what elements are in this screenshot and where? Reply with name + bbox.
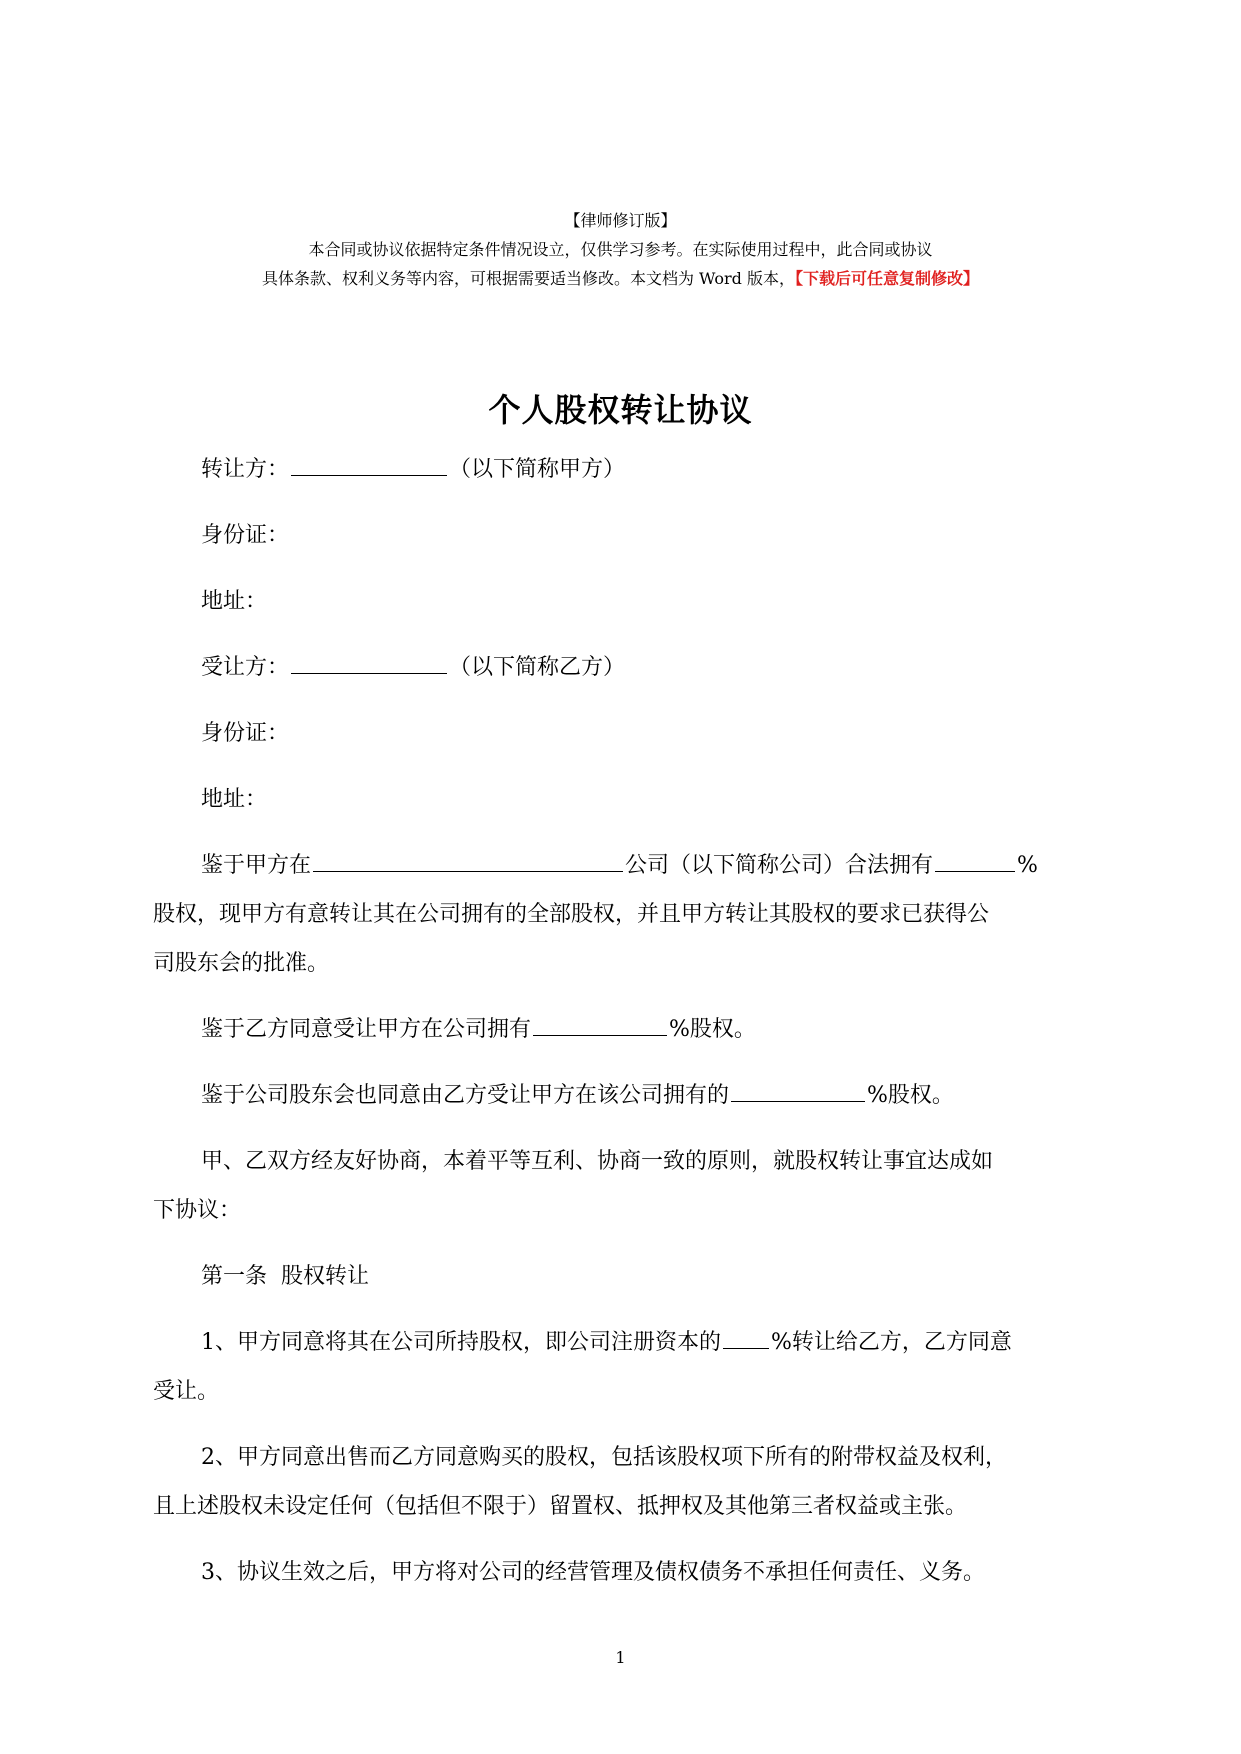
transferor-suffix: （以下简称甲方） [449, 457, 626, 482]
recital-3-text-b: %股权。 [867, 1083, 954, 1108]
download-bracket-close: 】 [963, 269, 980, 288]
clause-2 [153, 1433, 1093, 1531]
recital-1 [153, 841, 1093, 988]
share-percent-blank-1 [935, 870, 1015, 872]
document-header-notice [0, 206, 1241, 293]
recital-4 [153, 1137, 1093, 1235]
disclaimer-line-1: 本合同或协议依据特定条件情况设立，仅供学习参考。在实际使用过程中，此合同或协议 [308, 240, 933, 259]
transferee-line [153, 643, 1093, 692]
recital-2-text-a: 鉴于乙方同意受让甲方在公司拥有 [201, 1017, 532, 1042]
share-percent-blank-2 [533, 1034, 667, 1036]
transferor-address-line: 地址： [201, 589, 268, 614]
recital-1-line-1 [153, 841, 1093, 890]
recital-1-line-3: 司股东会的批准。 [153, 951, 330, 976]
transferee-label: 受让方： [201, 655, 290, 680]
download-bracket-open: 【 [795, 269, 804, 288]
transferee-address-line: 地址： [201, 787, 268, 812]
recital-1-text-a: 鉴于甲方在 [201, 853, 312, 878]
agreement-body [153, 445, 1093, 1597]
recital-4-line-1: 甲、乙双方经友好协商，本着平等互利、协商一致的原则，就股权转让事宜达成如 [201, 1149, 994, 1174]
transferor-label: 转让方： [201, 457, 290, 482]
recital-4-line-2: 下协议： [153, 1198, 242, 1223]
disclaimer-line-2 [0, 264, 1241, 293]
clause-1-text-b: %转让给乙方，乙方同意 [771, 1330, 1012, 1355]
recital-2 [153, 1005, 1093, 1054]
transferor-id-line: 身份证： [201, 523, 290, 548]
transferor-line [153, 445, 1093, 494]
transferee-blank [291, 672, 447, 674]
clause-1-line-2: 受让。 [153, 1379, 220, 1404]
download-notice: 下载后可任意复制修改 [803, 269, 964, 288]
capital-percent-blank [723, 1347, 769, 1349]
recital-1-line-2: 股权，现甲方有意转让其在公司拥有的全部股权，并且甲方转让其股权的要求已获得公 [153, 902, 990, 927]
clause-1-line-1 [153, 1318, 1093, 1367]
agreement-title: 个人股权转让协议 [488, 391, 753, 429]
recital-3 [153, 1071, 1093, 1120]
article-1-heading: 第一条 股权转让 [201, 1264, 369, 1289]
page-number: 1 [615, 1648, 626, 1667]
company-name-blank [313, 870, 623, 872]
transferor-blank [291, 474, 447, 476]
disclaimer-line-2-text: 具体条款、权利义务等内容，可根据需要适当修改。本文档为 Word 版本， [261, 269, 795, 288]
clause-2-line-2: 且上述股权未设定任何（包括但不限于）留置权、抵押权及其他第三者权益或主张。 [153, 1494, 968, 1519]
recital-3-text-a: 鉴于公司股东会也同意由乙方受让甲方在该公司拥有的 [201, 1083, 730, 1108]
share-percent-blank-3 [731, 1100, 865, 1102]
transferee-id-line: 身份证： [201, 721, 290, 746]
transferee-suffix: （以下简称乙方） [449, 655, 626, 680]
recital-1-text-b: 公司（以下简称公司）合法拥有 [625, 853, 934, 878]
clause-3: 3、协议生效之后，甲方将对公司的经营管理及债权债务不承担任何责任、义务。 [201, 1560, 985, 1585]
clause-2-line-1: 2、甲方同意出售而乙方同意购买的股权，包括该股权项下所有的附带权益及权利， [201, 1445, 1007, 1470]
clause-1 [153, 1318, 1093, 1416]
version-label: 【律师修订版】 [564, 211, 677, 230]
recital-1-percent: % [1017, 853, 1038, 878]
clause-1-text-a: 1、甲方同意将其在公司所持股权，即公司注册资本的 [201, 1330, 721, 1355]
recital-2-text-b: %股权。 [669, 1017, 756, 1042]
